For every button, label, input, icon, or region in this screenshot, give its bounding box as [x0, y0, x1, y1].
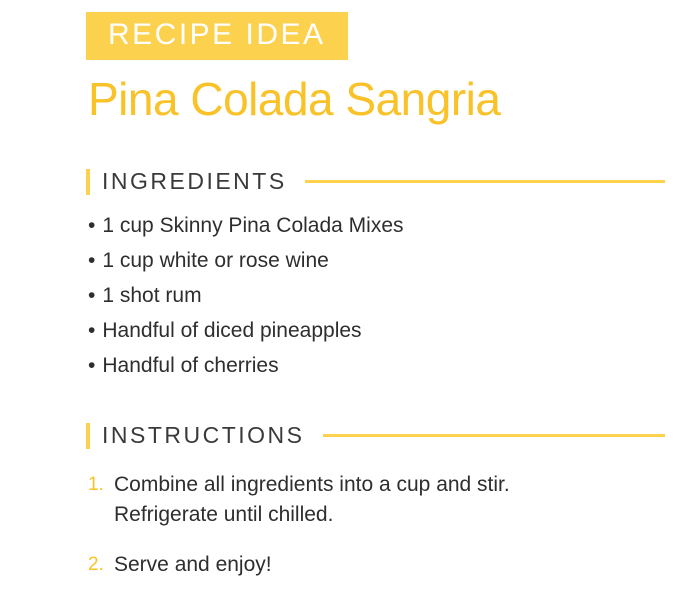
step-text — [114, 470, 510, 530]
recipe-idea-banner — [86, 12, 348, 60]
instructions-list — [88, 470, 659, 600]
list-item — [88, 208, 404, 243]
list-item — [88, 313, 404, 348]
step-text-line: Combine all ingredients into a cup and stir. — [114, 473, 510, 496]
list-item — [88, 470, 659, 530]
step-text-line: Refrigerate until chilled. — [114, 503, 334, 526]
ingredients-list — [88, 208, 404, 383]
divider-line — [305, 180, 665, 183]
bullet-icon: • — [88, 214, 96, 237]
instructions-heading-label: INSTRUCTIONS — [102, 422, 305, 448]
accent-bar — [86, 423, 90, 449]
list-item — [88, 243, 404, 278]
bullet-icon: • — [88, 284, 96, 307]
step-number: 1. — [88, 474, 104, 495]
ingredients-heading-label: INGREDIENTS — [102, 168, 287, 194]
page-title: Pina Colada Sangria — [88, 73, 501, 125]
instructions-section-header — [86, 422, 671, 449]
list-item — [88, 278, 404, 313]
divider-line — [323, 434, 666, 437]
ingredient-text: 1 cup Skinny Pina Colada Mixes — [102, 214, 404, 237]
bullet-icon: • — [88, 319, 96, 342]
step-text-line: Serve and enjoy! — [114, 553, 272, 576]
ingredients-section-header — [86, 168, 671, 195]
step-text — [114, 550, 272, 580]
ingredient-text: Handful of cherries — [102, 354, 279, 377]
ingredient-text: Handful of diced pineapples — [102, 319, 362, 342]
ingredient-text: 1 cup white or rose wine — [102, 249, 329, 272]
bullet-icon: • — [88, 354, 96, 377]
accent-bar — [86, 169, 90, 195]
ingredient-text: 1 shot rum — [102, 284, 202, 307]
list-item — [88, 550, 659, 580]
recipe-idea-banner-label: RECIPE IDEA — [108, 18, 326, 51]
bullet-icon: • — [88, 249, 96, 272]
step-number: 2. — [88, 554, 104, 575]
list-item — [88, 348, 404, 383]
